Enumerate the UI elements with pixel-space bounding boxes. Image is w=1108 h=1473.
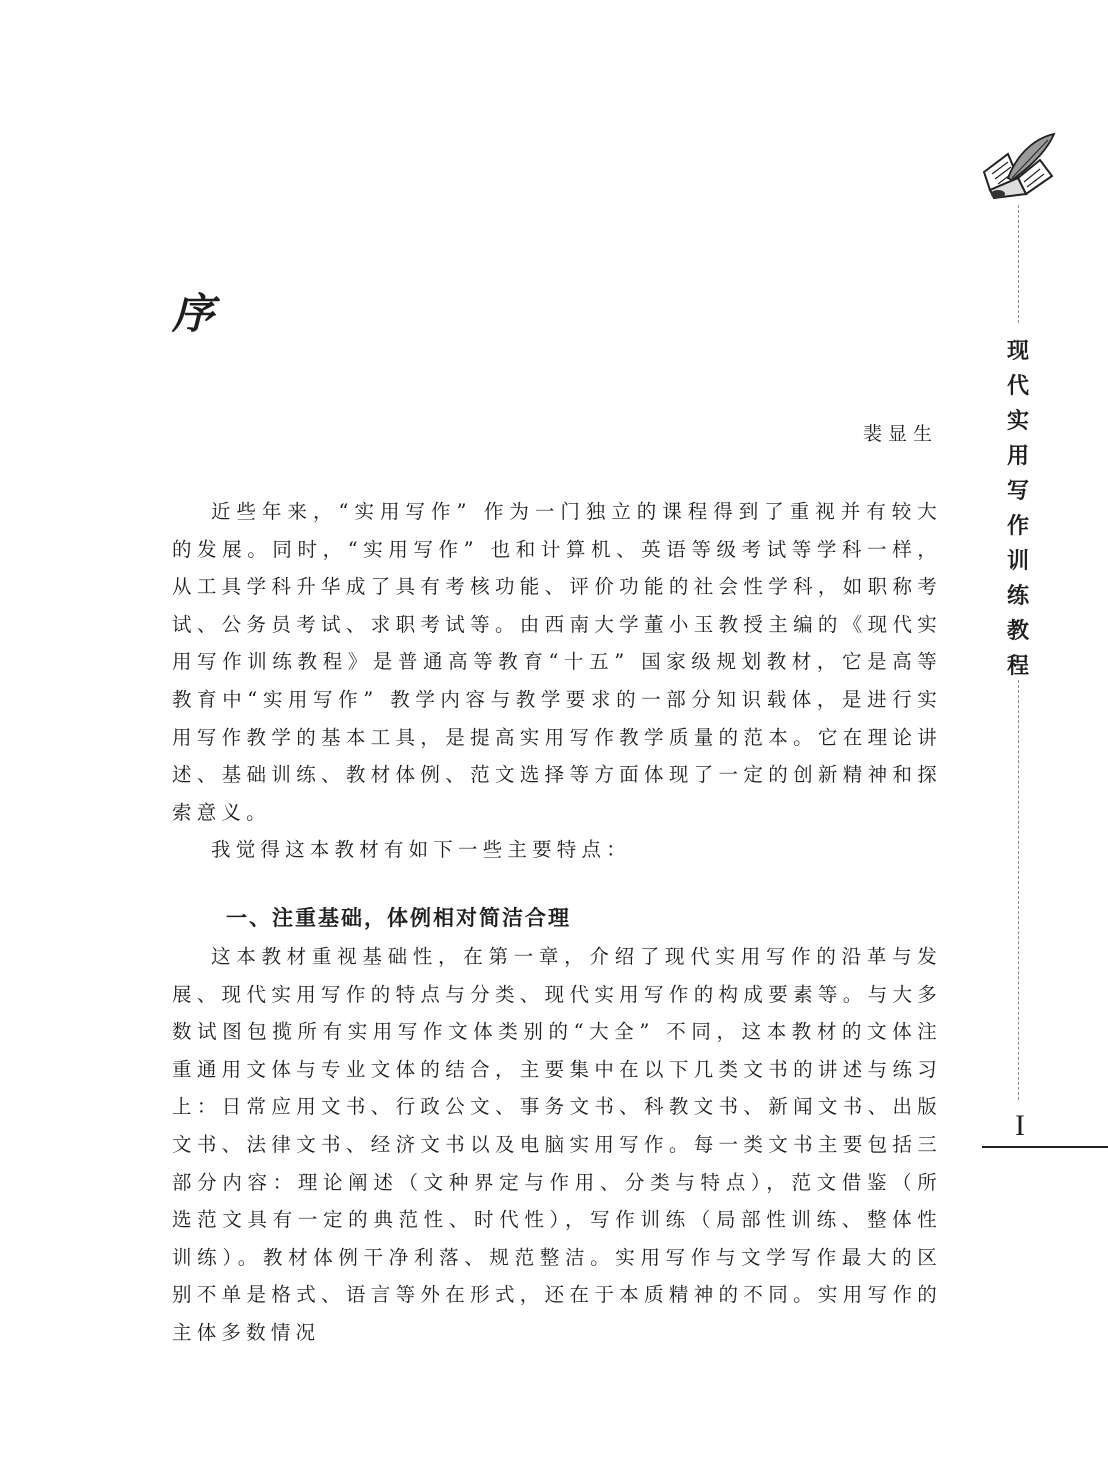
- page-number: I: [1015, 1109, 1025, 1142]
- section-heading-1: 一、注重基础，体例相对简洁合理: [226, 906, 571, 930]
- side-book-title: 现代实用写作训练教程: [1006, 338, 1029, 679]
- intro-paragraph-2: 我觉得这本教材有如下一些主要特点：: [211, 838, 631, 862]
- author-name: 裴显生: [862, 423, 938, 445]
- side-divider-bottom: [1018, 680, 1019, 1100]
- section1-text: [172, 938, 942, 1352]
- page-title: 序: [172, 289, 215, 338]
- intro-text: [172, 493, 942, 869]
- section1-paragraph: 这本教材重视基础性，在第一章，介绍了现代实用写作的沿革与发展、现代实用写作的特点与分类、现代实用写作的构成要素等。与大多数试图包揽所有实用写作文体类别的“大全” 不同，这本教材的文体注重通用文体与专业文体的结合，主要集中在以下几类文书的讲述与练习上：日常应用文书、行政公文、事务文书、科教文书、新闻文书、出版文书、法律文书、经济文书以及电脑实用写作。每一类文书主要包括三部分内容：理论阐述（文种界定与作用、分类与特点），范文借鉴（所选范文具有一定的典范性、时代性），写作训练（局部性训练、整体性训练）。教材体例干净利落、规范整洁。实用写作与文学写作最大的区别不单是格式、语言等外在形式，还在于本质精神的不同。实用写作的主体多数情况: [172, 945, 942, 1344]
- book-quill-icon: [978, 132, 1058, 200]
- intro-paragraph-1: 近些年来，“实用写作” 作为一门独立的课程得到了重视并有较大的发展。同时，“实用写作” 也和计算机、英语等级考试等学科一样，从工具学科升华成了具有考核功能、评价功能的社会性学科，如职称考试、公务员考试、求职考试等。由西南大学董小玉教授主编的《现代实用写作训练教程》是普通高等教育“十五” 国家级规划教材，它是高等教育中“实用写作” 教学内容与教学要求的一部分知识载体，是进行实用写作教学的基本工具，是提高实用写作教学质量的范本。它在理论讲述、基础训练、教材体例、范文选择等方面体现了一定的创新精神和探索意义。: [172, 500, 942, 824]
- page-number-rule: [982, 1146, 1108, 1148]
- side-divider-top: [1018, 205, 1019, 323]
